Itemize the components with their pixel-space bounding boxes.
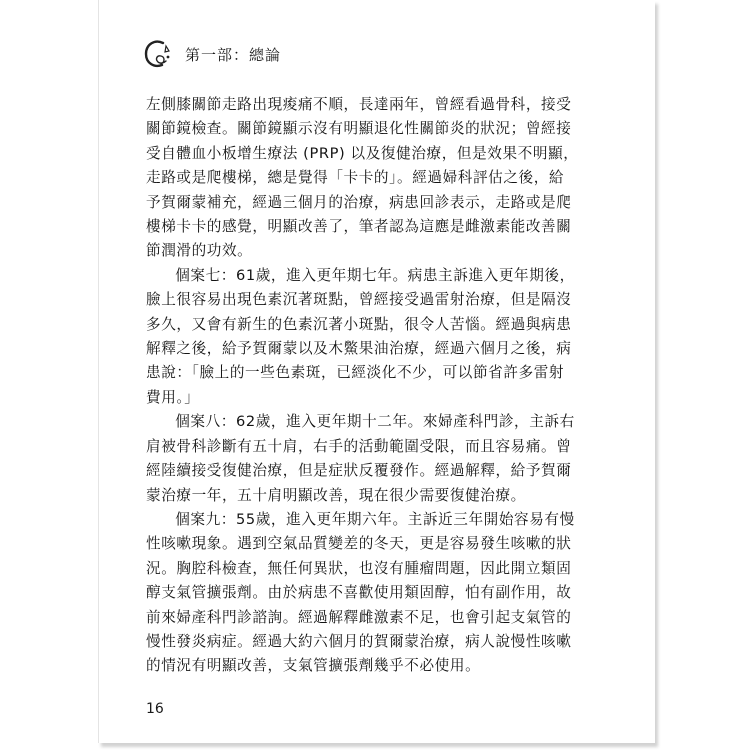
text-line: 況。胸腔科檢查，無任何異狀，也沒有腫瘤問題，因此開立類固	[146, 559, 572, 577]
chapter-swirl-logo-icon	[141, 37, 175, 71]
text-line: 費用。」	[146, 388, 200, 406]
page-header	[141, 36, 281, 72]
text-line: 節潤滑的功效。	[146, 242, 253, 260]
text-line: 解釋之後，給予賀爾蒙以及木鱉果油治療，經過六個月之後，病	[146, 340, 572, 358]
text-line: 蒙治療一年，五十肩明顯改善，現在很少需要復健治療。	[146, 486, 526, 504]
page-number: 16	[146, 701, 164, 717]
paragraph	[146, 410, 602, 508]
text-line: 個案八：62歲，進入更年期十二年。來婦產科門診，主訴右	[175, 413, 575, 431]
text-line: 個案七：61歲，進入更年期七年。病患主訴進入更年期後，	[175, 266, 575, 284]
paragraph	[146, 93, 602, 264]
text-line: 左側膝關節走路出現痠痛不順，長達兩年，曾經看過骨科，接受	[146, 96, 572, 113]
text-line: 經陸續接受復健治療，但是症狀反覆發作。經過解釋，給予賀爾	[146, 462, 572, 480]
paragraph	[146, 508, 602, 679]
text-line: 走路或是爬樓梯，總是覺得「卡卡的」。經過婦科評估之後，給	[146, 169, 565, 187]
text-line: 慢性發炎病症。經過大約六個月的賀爾蒙治療，病人說慢性咳嗽	[146, 632, 572, 650]
text-line: 肩被骨科診斷有五十肩，右手的活動範圍受限，而且容易痛。曾	[146, 437, 572, 455]
text-line: 醇支氣管擴張劑。由於病患不喜歡使用類固醇，怕有副作用，故	[146, 584, 572, 602]
body-text	[146, 93, 602, 679]
text-line: 樓梯卡卡的感覺，明顯改善了，筆者認為這應是雌激素能改善關	[146, 218, 572, 236]
text-line: 個案九：55歲，進入更年期六年。主訴近三年開始容易有慢	[175, 510, 575, 528]
book-page	[98, 0, 655, 743]
text-line: 臉上很容易出現色素沉著斑點，曾經接受過雷射治療，但是隔沒	[146, 291, 572, 309]
text-line: 性咳嗽現象。遇到空氣品質變差的冬天，更是容易發生咳嗽的狀	[146, 535, 572, 553]
text-line: 關節鏡檢查。關節鏡顯示沒有明顯退化性關節炎的狀況；曾經接	[146, 120, 572, 138]
text-line: 前來婦產科門診諮詢。經過解釋雌激素不足，也會引起支氣管的	[146, 608, 572, 626]
text-line: 多久，又會有新生的色素沉著小斑點，很令人苦惱。經過與病患	[146, 315, 572, 333]
text-line: 受自體血小板增生療法 (PRP) 以及復健治療，但是效果不明顯，	[146, 144, 579, 162]
chapter-title: 第一部：總論	[185, 45, 282, 64]
text-line: 予賀爾蒙補充，經過三個月的治療，病患回診表示，走路或是爬	[146, 193, 572, 211]
text-line: 的情況有明顯改善，支氣管擴張劑幾乎不必使用。	[146, 657, 481, 675]
paragraph	[146, 264, 602, 410]
text-line: 患說：「臉上的一些色素斑，已經淡化不少，可以節省許多雷射	[146, 364, 565, 382]
